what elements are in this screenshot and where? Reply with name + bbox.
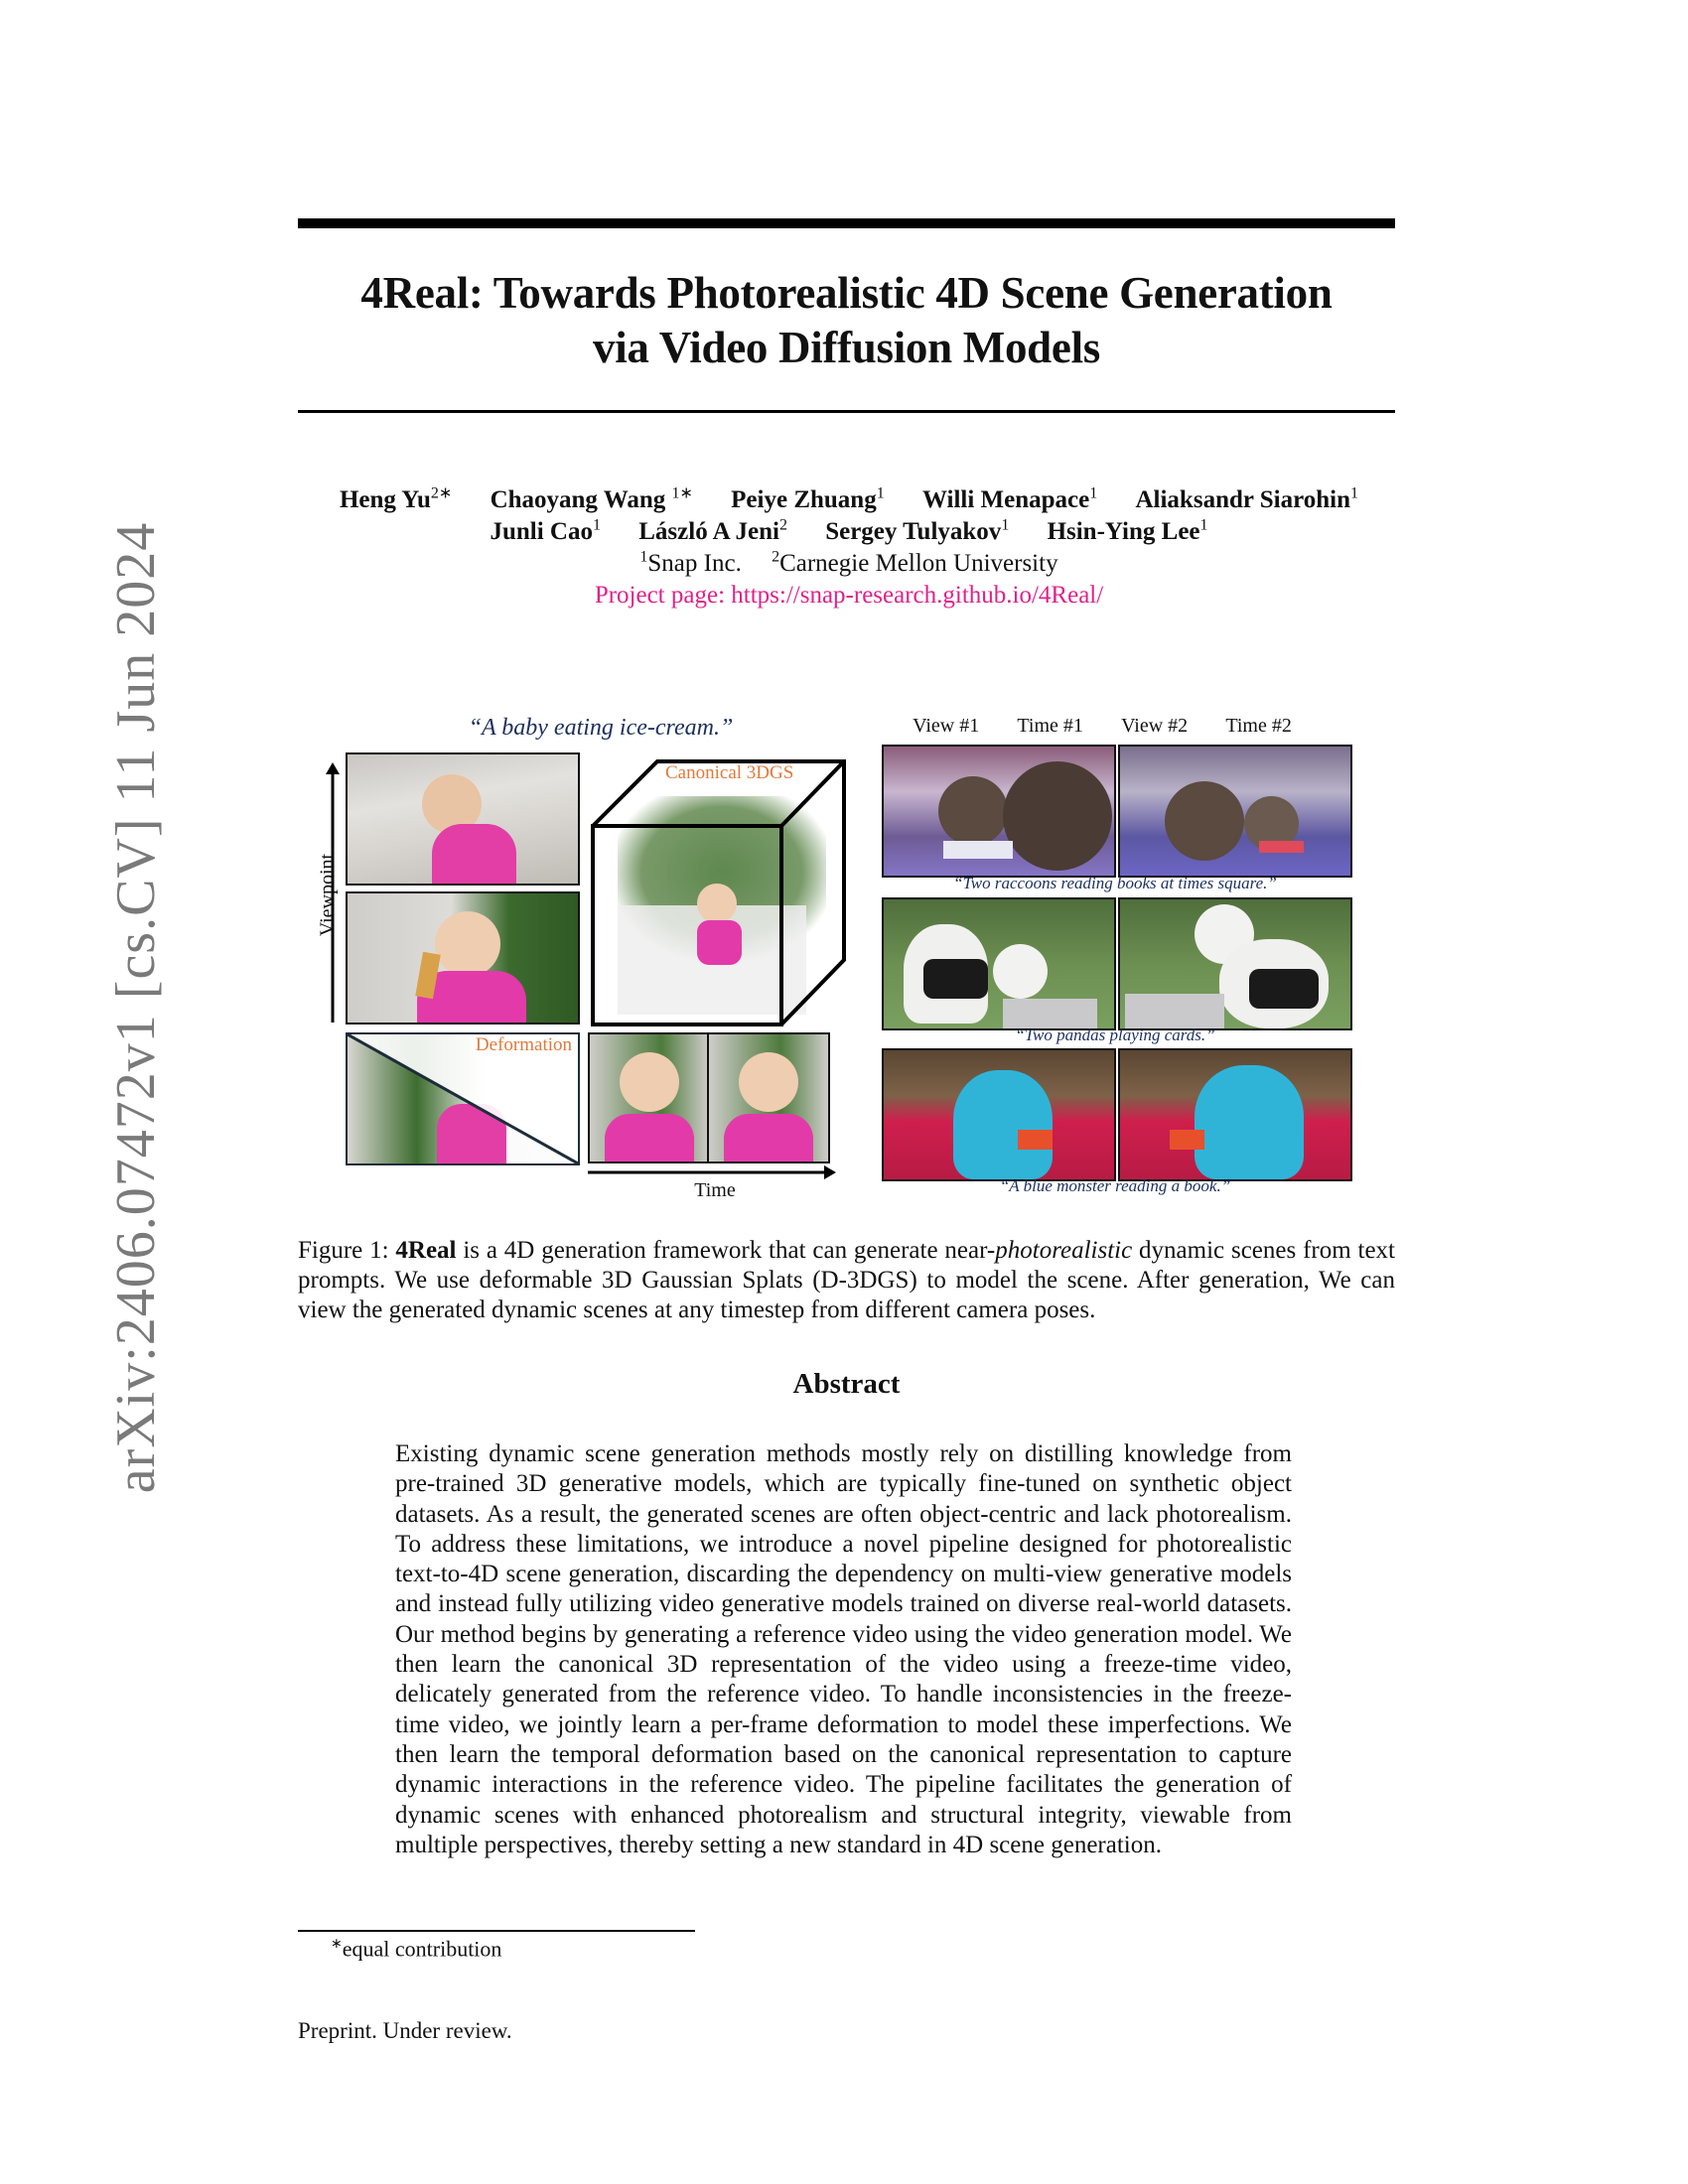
figure-prompt-pandas: “Two pandas playing cards.” xyxy=(1015,1025,1215,1044)
author: Chaoyang Wang $^{1∗}$ xyxy=(490,484,693,513)
title-bottom-rule xyxy=(298,410,1395,413)
figure-prompt-monster: “A blue monster reading a book.” xyxy=(999,1176,1231,1195)
project-page-link[interactable]: Project page: https://snap-research.github.io/4Real/ xyxy=(594,582,1104,609)
canonical-cube-icon xyxy=(588,756,848,1026)
affiliations xyxy=(288,548,1410,580)
affiliation: $^1$Snap Inc. xyxy=(639,548,742,577)
raccoons-view-1-image xyxy=(882,745,1116,878)
header-view-1: View #1 xyxy=(913,715,980,737)
title-top-rule xyxy=(298,218,1395,228)
time-frames-image xyxy=(588,1032,830,1163)
author-block xyxy=(288,484,1410,612)
preprint-notice: Preprint. Under review. xyxy=(298,2018,512,2043)
author: Heng $Yu^{2∗}$ xyxy=(339,484,453,513)
abstract-body: Existing dynamic scene generation methods mostly rely on distilling knowledge from pre-trained 3D generative models, which are typically fine-tuned on synthetic object datasets. As a result, the generated scenes are often object-centric and lack photorealism. To address these limitations, we introduce a novel pipeline designed for photorealistic text-to-4D scene generation, discarding the dependency on multi-view generative models and instead fully utilizing video generative models trained on diverse real-world datasets. Our method begins by generating a reference video using the video generation model. We then learn the canonical 3D representation of the video using a freeze-time video, delicately generated from the reference video. To handle inconsistencies in the freeze-time video, we jointly learn a per-frame deformation to model these imperfections. We then learn the temporal deformation based on the canonical representation to capture dynamic interactions in the reference video. The pipeline facilitates the generation of dynamic scenes with enhanced photorealism and structural integrity, viewable from multiple perspectives, thereby setting a new standard in 4D scene generation. xyxy=(395,1440,1292,1858)
baby-view-2-image xyxy=(346,891,580,1024)
figure-prompt-baby: “A baby eating ice-cream.” xyxy=(468,715,734,741)
author: Peiye Zhuang$^1$ xyxy=(731,484,885,513)
baby-view-1-image xyxy=(346,752,580,886)
author-row-1 xyxy=(288,484,1410,516)
abstract-heading: Abstract xyxy=(792,1368,901,1400)
figure-1 xyxy=(298,715,1400,1211)
author: Hsin-Ying Lee$^1$ xyxy=(1047,516,1208,545)
column-headers xyxy=(894,715,1311,738)
pandas-view-2-image xyxy=(1118,897,1352,1030)
author: Junli Cao$^1$ xyxy=(490,516,601,545)
pandas-view-1-image xyxy=(882,897,1116,1030)
raccoons-view-2-image xyxy=(1118,745,1352,878)
header-time-2: Time #2 xyxy=(1225,715,1292,737)
author-row-2 xyxy=(288,516,1410,548)
figure-caption: Figure 1: 4Real is a 4D generation framework that can generate near-photorealistic dynamic scenes from text prompts. We use deformable 3D Gaussian Splats (D-3DGS) to model the scene. After generation, We can view the generated dynamic scenes at any timestep from different camera poses. xyxy=(298,1237,1395,1323)
viewpoint-label: Viewpoint xyxy=(316,853,339,937)
author: Willi Menapace$^1$ xyxy=(921,484,1098,513)
affiliation: $^2$Carnegie Mellon University xyxy=(772,548,1058,577)
header-view-2: View #2 xyxy=(1121,715,1189,737)
deformation-label: Deformation xyxy=(475,1034,572,1055)
monster-view-1-image xyxy=(882,1048,1116,1181)
author: László A Jeni$^2$ xyxy=(638,516,787,545)
footnote: ∗equal contribution xyxy=(331,1936,502,1962)
deformation-image xyxy=(346,1032,580,1165)
title-line-1: 4Real: Towards Photorealistic 4D Scene Generation xyxy=(360,268,1333,318)
header-time-1: Time #1 xyxy=(1017,715,1083,737)
author: Sergey Tulyakov$^1$ xyxy=(825,516,1010,545)
title-line-2: via Video Diffusion Models xyxy=(593,323,1100,372)
monster-view-2-image xyxy=(1118,1048,1352,1181)
time-label: Time xyxy=(694,1179,736,1201)
author: Aliaksandr Siarohin$^1$ xyxy=(1135,484,1359,513)
footnote-rule xyxy=(298,1930,695,1932)
canonical-3dgs-label: Canonical 3DGS xyxy=(665,762,794,783)
time-arrow-icon xyxy=(588,1165,836,1179)
figure-prompt-raccoons: “Two raccoons reading books at times square.” xyxy=(953,874,1277,892)
arxiv-stamp: arXiv:2406.07472v1 [cs.CV] 11 Jun 2024 xyxy=(105,521,167,1494)
paper-title xyxy=(298,266,1395,375)
